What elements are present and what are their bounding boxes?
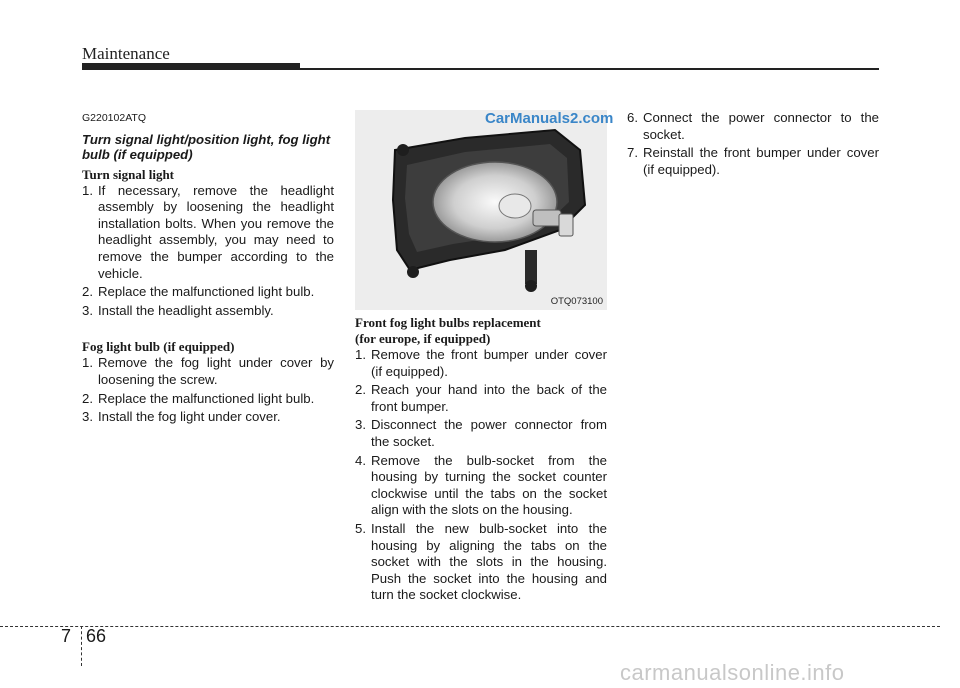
front-fog-steps (355, 347, 607, 604)
doc-code: G220102ATQ (82, 112, 147, 124)
list-item (82, 391, 334, 408)
step-number: 5. (355, 520, 366, 536)
step-number: 2. (82, 284, 93, 300)
list-item (355, 347, 607, 380)
step-text: Install the headlight assembly. (98, 302, 274, 318)
step-text: If necessary, remove the headlight assembly by loosening the headlight installation bolts. When you remove the headlight assembly, you may need to remove the bumper according to the vehicle. (98, 182, 334, 281)
step-text: Install the fog light under cover. (98, 409, 281, 425)
step-text: Remove the bulb-socket from the housing by turning the socket counter clockwise until the tabs on the socket align with the slots on the housing. (371, 452, 607, 518)
footer-divider (81, 626, 82, 666)
list-item (82, 183, 334, 283)
footer-watermark: carmanualsonline.info (620, 660, 845, 685)
step-number: 3. (82, 302, 93, 318)
list-item (627, 110, 879, 143)
figure-caption: OTQ073100 (550, 296, 603, 307)
step-number: 3. (82, 409, 93, 425)
column-right (627, 110, 879, 180)
list-item (82, 409, 334, 426)
step-text: Reinstall the front bumper under cover (if equipped). (643, 145, 879, 177)
list-item (82, 355, 334, 388)
fog-light-illustration (355, 110, 607, 310)
section-heading: Turn signal light/position light, fog light bulb (if equipped) (82, 131, 331, 162)
list-item (627, 145, 879, 178)
step-number: 4. (355, 452, 366, 468)
step-text: Disconnect the power connector from the socket. (371, 417, 607, 449)
step-text: Connect the power connector to the socket. (643, 110, 879, 142)
page-number: 66 (86, 626, 107, 646)
step-number: 1. (355, 347, 366, 362)
front-fog-subtitle: (for europe, if equipped) (355, 331, 491, 346)
list-item (355, 453, 607, 519)
list-item (355, 382, 607, 415)
step-text: Remove the fog light under cover by loosening the screw. (98, 355, 334, 387)
step-text: Install the new bulb-socket into the housing by aligning the tabs on the socket with the slots in the housing. Push the socket into the housing and turn the socket clockwise. (371, 520, 607, 603)
step-number: 1. (82, 182, 93, 198)
step-number: 2. (82, 390, 93, 406)
list-item (82, 303, 334, 320)
column-left (82, 110, 334, 428)
step-text: Reach your hand into the back of the front bumper. (371, 382, 607, 414)
header-rule (82, 68, 879, 70)
list-item (82, 284, 334, 301)
step-number: 3. (355, 417, 366, 433)
fog-light-drawing (355, 110, 607, 310)
fog-light-title: Fog light bulb (if equipped) (82, 339, 235, 355)
list-item (355, 521, 607, 604)
list-item (355, 417, 607, 450)
fog-light-steps (82, 355, 334, 425)
step-text: Replace the malfunctioned light bulb. (98, 284, 315, 300)
column-middle (355, 315, 607, 606)
step-text: Replace the malfunctioned light bulb. (98, 390, 315, 406)
step-number: 1. (82, 355, 93, 371)
chapter-number: 7 (61, 626, 72, 646)
step-number: 2. (355, 382, 366, 398)
step-number: 7. (627, 145, 638, 161)
turn-signal-title: Turn signal light (82, 166, 175, 182)
step-text: Remove the front bumper under cover (if equipped). (371, 347, 607, 379)
watermark-logo: CarManuals2.com (485, 110, 614, 127)
front-fog-title: Front fog light bulbs replacement (355, 315, 541, 330)
section-title: Maintenance (82, 44, 170, 63)
footer-rule (0, 626, 940, 627)
turn-signal-steps (82, 183, 334, 320)
step-number: 6. (627, 110, 638, 125)
